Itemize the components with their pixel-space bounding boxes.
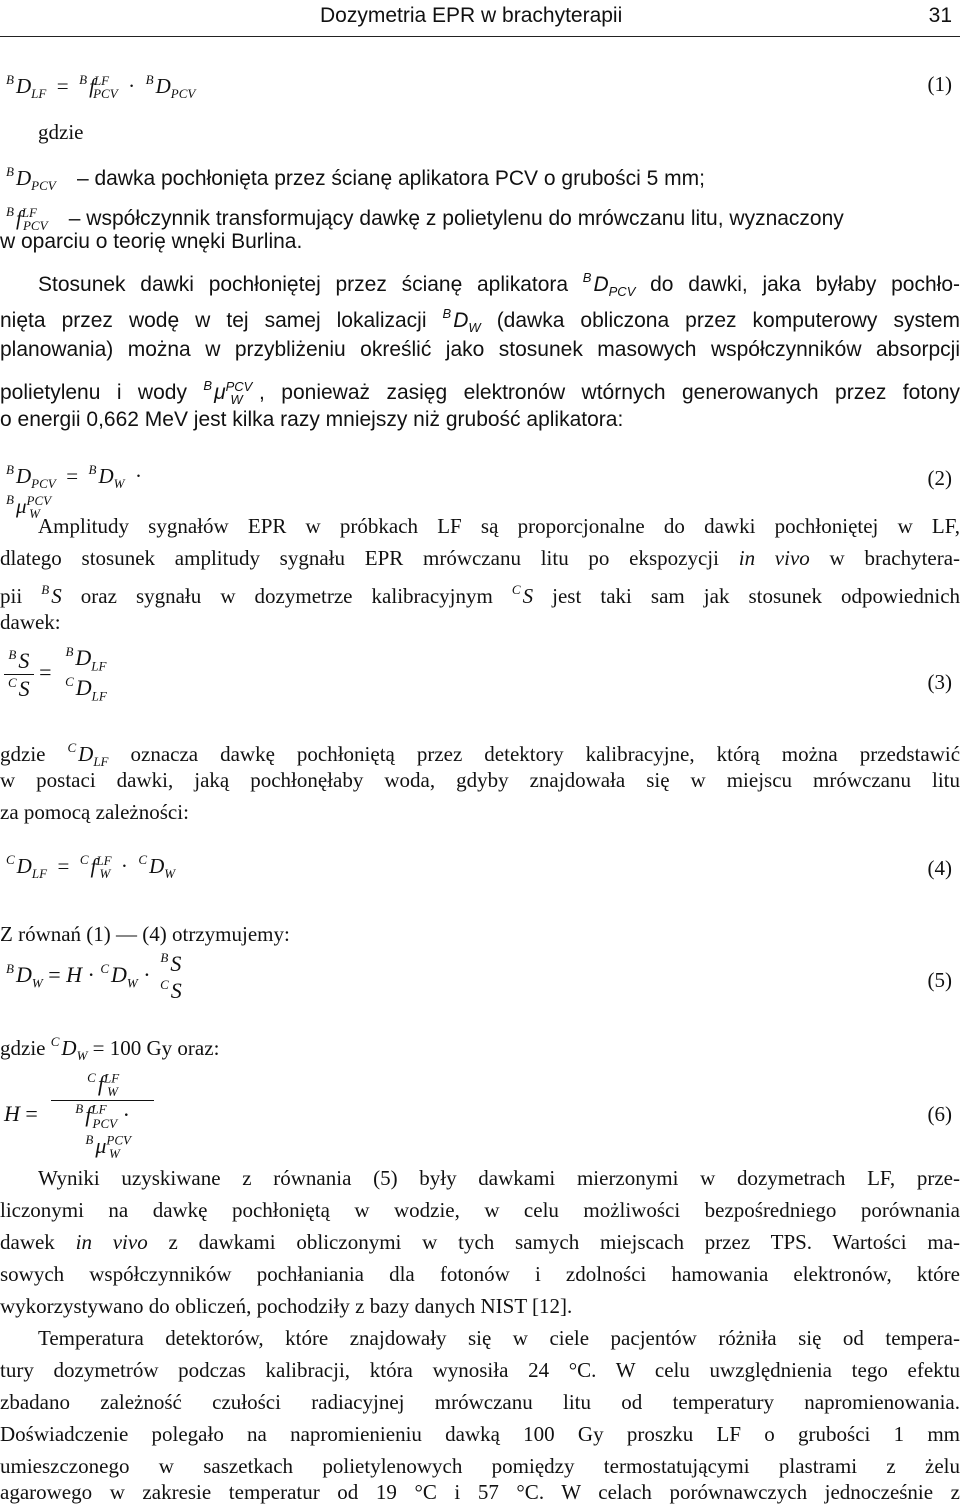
text-span: z dawkami obliczonymi w tych samych miejscach przez TPS. Wartości ma- <box>168 1230 960 1254</box>
equation-number: (4) <box>927 856 952 880</box>
equation-5: $^BD_W = H \cdot ^CD_W$ · $^B$S $^C$S (5) <box>6 950 952 1003</box>
text-span: Stosunek dawki pochłoniętej przez ścianę aplikatora <box>38 273 569 296</box>
equation-1: $^BD_{LF} = ^Bf^{LF}_{PCV} \cdot ^BD_{PCV}$ (1) <box>6 72 952 102</box>
definition-line: $^BD_{PCV}$ – dawka pochłonięta przez ścianę aplikatora PCV o grubości 5 mm; <box>6 164 705 194</box>
page-number: 31 <box>928 4 952 27</box>
text-span: dawek <box>0 1230 55 1254</box>
text-span: do dawki, jaka byłaby pochło- <box>650 273 960 296</box>
text-span: nięta przez wodę w tej samej lokalizacji <box>0 309 427 332</box>
text-span: = 100 Gy oraz: <box>92 1036 220 1060</box>
text-line: Temperatura detektorów, które znajdowały się w ciele pacjentów różniła się od tempera- <box>38 1326 960 1350</box>
text-span: polietylenu i wody <box>0 381 187 404</box>
text-line: gdzie $^CD_{LF}$ oznacza dawkę pochłoniętą przez detektory kalibracyjne, którą można przedstawić <box>0 740 960 770</box>
text-span: (dawka obliczona przez komputerowy system <box>496 309 960 332</box>
text-line: sowych współczynników pochłaniania dla fotonów i zdolności hamowania elektronów, które <box>0 1262 960 1286</box>
text-span: jest taki sam jak stosunek odpowiednich <box>552 584 960 608</box>
text-span: gdzie <box>0 1036 46 1060</box>
equation-number: (2) <box>927 466 952 490</box>
text-line: gdzie $^CD_W = 100$ Gy oraz: <box>0 1034 220 1064</box>
text-line: w postaci dawki, jaką pochłonęłaby woda, gdyby znajdowała się w miejscu mrówczanu litu <box>0 768 960 792</box>
text-line: Z równań (1) — (4) otrzymujemy: <box>0 922 290 946</box>
text-line: zbadano zależność czułości radiacyjnej mrówczanu litu od temperatury napromienowania. <box>0 1390 960 1414</box>
text-span: in vivo <box>738 546 810 570</box>
text-line: tury dozymetrów podczas kalibracji, która wynosiła 24 °C. W celu uwzględnienia tego efektu <box>0 1358 960 1382</box>
text-line: w oparciu o teorię wnęki Burlina. <box>0 230 303 253</box>
equation-6: H = $\frac{^Cf^{LF}_W}{^Bf^{LF}_{PCV} \cdot ^B\mu^{PCV}_W}$ (6) <box>4 1070 952 1162</box>
text-line: dawek: <box>0 610 61 634</box>
equation-3: $\frac{^BS}{^CS}$ = $^BD_{LF}$ $^CD_{LF}$ (3) <box>0 644 960 724</box>
definition-line: $^Bf^{LF}_{PCV}$ – współczynnik transformujący dawkę z polietylenu do mrówczanu litu, wyznaczony <box>6 204 844 234</box>
text-span: , ponieważ zasięg elektronów wtórnych generowanych przez fotony <box>259 381 960 404</box>
definition-text: – współczynnik transformujący dawkę z polietylenu do mrówczanu litu, wyznaczony <box>68 207 844 230</box>
text-line: polietylenu i wody $^B\mu^{PCV}_W$ , ponieważ zasięg elektronów wtórnych generowanych przez fotony <box>0 378 960 408</box>
text-line: o energii 0,662 MeV jest kilka razy mniejszy niż grubość aplikatora: <box>0 408 624 431</box>
definition-text: – dawka pochłonięta przez ścianę aplikatora PCV o grubości 5 mm; <box>76 167 705 190</box>
text-span: oznacza dawkę pochłoniętą przez detektory kalibracyjne, którą można przedstawić <box>130 742 960 766</box>
equation-number: (3) <box>927 670 952 694</box>
running-header <box>0 0 960 37</box>
text-line: planowania) można w przybliżeniu określić jako stosunek masowych współczynników absorpcji <box>0 338 960 361</box>
text-line <box>0 542 960 574</box>
text-line <box>0 1226 960 1258</box>
header-title: Dozymetria EPR w brachyterapii <box>320 4 623 27</box>
equation-number: (6) <box>927 1102 952 1126</box>
equation-number: (1) <box>927 72 952 96</box>
equation-2: $^BD_{PCV} = ^BD_W \cdot ^B\mu^{PCV}_W$ (2) <box>6 462 952 522</box>
text-line: Amplitudy sygnałów EPR w próbkach LF są proporcjonalne do dawki pochłoniętej w LF, <box>38 514 960 538</box>
equation-4: $^CD_{LF} = ^Cf^{LF}_W \cdot ^CD_W$ (4) <box>6 852 952 882</box>
text-span: pii <box>0 584 23 608</box>
text-line: wykorzystywano do obliczeń, pochodziły z bazy danych NIST [12]. <box>0 1294 573 1318</box>
equation-number: (5) <box>927 968 952 992</box>
text-line: pii $^B$S oraz sygnału w dozymetrze kalibracyjnym $^C$S jest taki sam jak stosunek odpowiednich <box>0 582 960 608</box>
text-span: w brachytera- <box>829 546 960 570</box>
text-line: liczonymi na dawkę pochłoniętą w wodzie, w celu możliwości bezpośredniego porównania <box>0 1198 960 1222</box>
text-span: oraz sygnału w dozymetrze kalibracyjnym <box>80 584 493 608</box>
text-line: Doświadczenie polegało na napromienieniu dawką 100 Gy proszku LF o grubości 1 mm <box>0 1422 960 1446</box>
text-line: nięta przez wodę w tej samej lokalizacji $^BD_W$ (dawka obliczona przez komputerowy system <box>0 306 960 336</box>
text-line: Wyniki uzyskiwane z równania (5) były dawkami mierzonymi w dozymetrach LF, prze- <box>38 1166 960 1190</box>
text-span: gdzie <box>0 742 46 766</box>
text-line: agarowego w zakresie temperatur od 19 °C i 57 °C. W celach porównawczych jednocześnie z <box>0 1480 960 1504</box>
text-span: in vivo <box>75 1230 148 1254</box>
text-line: za pomocą zależności: <box>0 800 189 824</box>
text-line: gdzie <box>38 120 84 144</box>
text-line: umieszczonego w saszetkach polietylenowych pomiędzy termostatującymi plastrami z żelu <box>0 1454 960 1478</box>
text-span: dlatego stosunek amplitudy sygnału EPR mrówczanu litu po ekspozycji <box>0 546 719 570</box>
text-line: Stosunek dawki pochłoniętej przez ścianę aplikatora $^BD_{PCV}$ do dawki, jaka byłaby pochło- <box>38 270 960 300</box>
